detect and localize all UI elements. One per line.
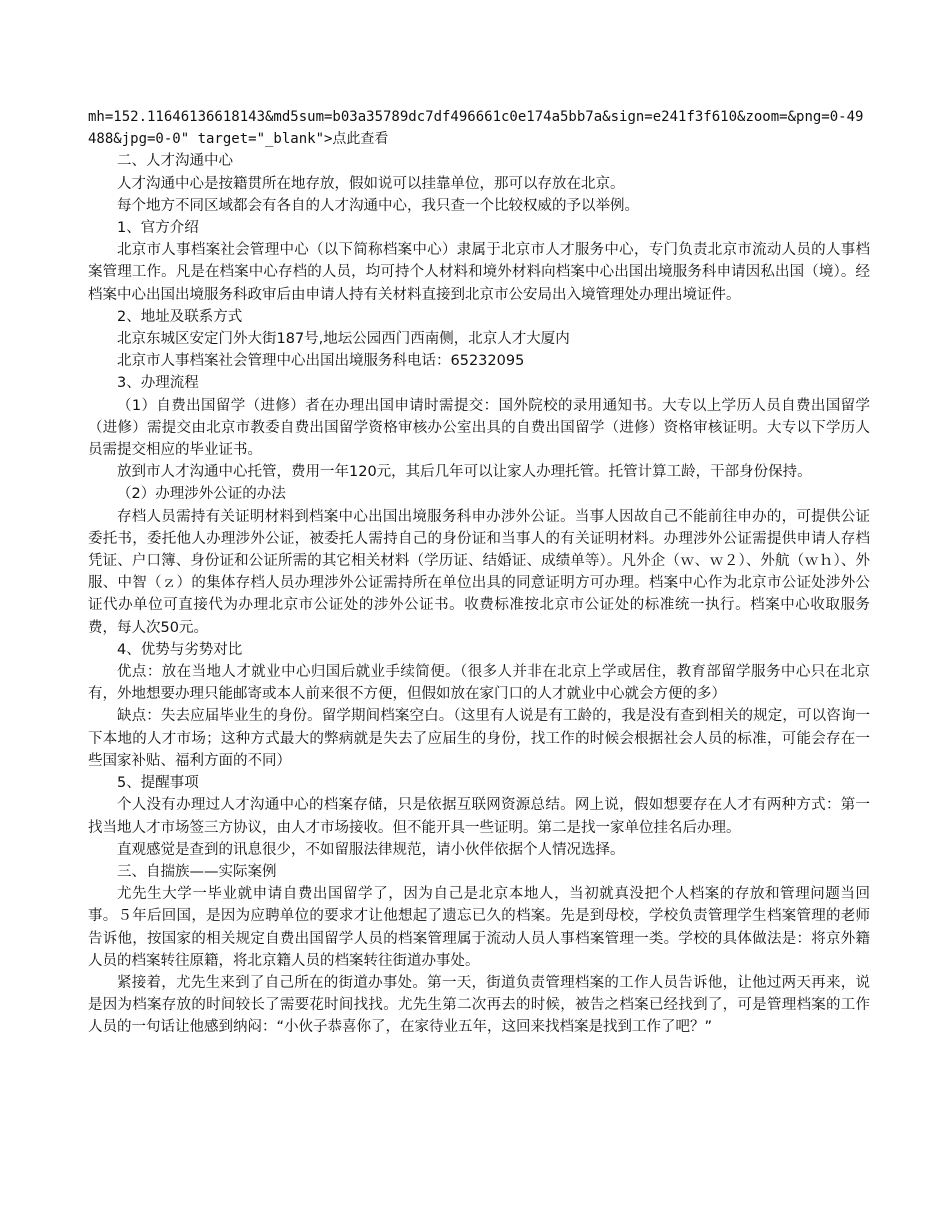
paragraph: 尤先生大学一毕业就申请自费出国留学了，因为自己是北京本地人，当初就真没把个人档案的存放和管理问题当回事。５年后回国，是因为应聘单位的要求才让他想起了遗忘已久的档案。先是到母校，学校负责管理学生档案管理的老师告诉他，按国家的相关规定自费出国留学人员的档案管理属于流动人员人事档案管理一类。学校的具体做法是：将京外籍人员的档案转往原籍，将北京籍人员的档案转往街道办事处。 <box>88 886 870 969</box>
paragraph: （1）自费出国留学（进修）者在办理出国申请时需提交：国外院校的录用通知书。大专以上学历人员自费出国留学（进修）需提交由北京市教委自费出国留学资格审核办公室出具的自费出国留学（进修）资格审核证明。大专以下学历人员需提交相应的毕业证书。 <box>88 397 870 459</box>
paragraph: 个人没有办理过人才沟通中心的档案存储，只是依据互联网资源总结。网上说，假如想要存在人才有两种方式：第一找当地人才市场签三方协议，由人才市场接收。但不能开具一些证明。第二是找一家单位挂名后办理。 <box>88 797 870 836</box>
phone-line: 北京市人事档案社会管理中心出国出境服务科电话：65232095 <box>117 353 525 370</box>
section-heading-case-study: 三、自揣族——实际案例 <box>117 863 277 880</box>
subheading-pros-cons: 4、优势与劣势对比 <box>117 641 243 658</box>
url-fragment-line: mh=152.11646136618143&md5sum=b03a35789dc7df496661c0e174a5bb7a&sign=e241f3f610&zoom=&png=0-49488&jpg=0-0" target="_blank">点此查看 <box>88 109 864 148</box>
paragraph: 紧接着，尤先生来到了自己所在的街道办事处。第一天，街道负责管理档案的工作人员告诉他，让他过两天再来，说是因为档案存放的时间较长了需要花时间找找。尤先生第二次再去的时候，被告之档案已经找到了，可是管理档案的工作人员的一句话让他感到纳闷：“小伙子恭喜你了，在家待业五年，这回来找档案是找到工作了吧？” <box>88 974 870 1036</box>
paragraph-cons: 缺点：失去应届毕业生的身份。留学期间档案空白。（这里有人说是有工龄的，我是没有查到相关的规定，可以咨询一下本地的人才市场；这种方式最大的弊病就是失去了应届生的身份，找工作的时候会根据社会人员的标准，可能会存在一些国家补贴、福利方面的不同） <box>88 708 870 769</box>
subheading-notarization: （2）办理涉外公证的办法 <box>117 486 286 503</box>
subheading-official-intro: 1、官方介绍 <box>117 220 199 237</box>
paragraph: 存档人员需持有关证明材料到档案中心出国出境服务科申办涉外公证。当事人因故自己不能前往申办的，可提供公证委托书，委托他人办理涉外公证，被委托人需持自己的身份证和当事人的有关证明材料。办理涉外公证需提供申请人存档凭证、户口簿、身份证和公证所需的其它相关材料（学历证、结婚证、成绩单等）。凡外企（ｗ、ｗ２）、外航（ｗｈ）、外服、中智（ｚ）的集体存档人员办理涉外公证需持所在单位出具的同意证明方可办理。档案中心作为北京市公证处涉外公证代办单位可直接代为办理北京市公证处的涉外公证书。收费标准按北京市公证处的标准统一执行。档案中心收取服务费，每人次50元。 <box>88 508 870 636</box>
section-heading-talent-center: 二、人才沟通中心 <box>117 153 233 170</box>
document-body <box>88 106 870 1039</box>
subheading-reminders: 5、提醒事项 <box>117 775 199 792</box>
subheading-address-contact: 2、地址及联系方式 <box>117 308 243 325</box>
paragraph: 每个地方不同区域都会有各自的人才沟通中心，我只查一个比较权威的予以举例。 <box>117 197 639 214</box>
paragraph-pros: 优点：放在当地人才就业中心归国后就业手续简便。（很多人并非在北京上学或居住，教育部留学服务中心只在北京有，外地想要办理只能邮寄或本人前来很不方便，但假如放在家门口的人才就业中心就会方便的多） <box>88 664 870 703</box>
address-line: 北京东城区安定门外大街187号,地坛公园西门西南侧，北京人才大厦内 <box>117 331 570 348</box>
paragraph: 北京市人事档案社会管理中心（以下简称档案中心）隶属于北京市人才服务中心，专门负责北京市流动人员的人事档案管理工作。凡是在档案中心存档的人员，均可持个人材料和境外材料向档案中心出国出境服务科申请因私出国（境）。经档案中心出国出境服务科政审后由申请人持有关材料直接到北京市公安局出入境管理处办理出境证件。 <box>88 242 870 303</box>
paragraph: 直观感觉是查到的讯息很少，不如留服法律规范，请小伙伴依据个人情况选择。 <box>117 841 625 858</box>
paragraph: 放到市人才沟通中心托管，费用一年120元，其后几年可以让家人办理托管。托管计算工龄，干部身份保持。 <box>117 464 812 481</box>
subheading-procedure: 3、办理流程 <box>117 375 199 392</box>
paragraph: 人才沟通中心是按籍贯所在地存放，假如说可以挂靠单位，那可以存放在北京。 <box>117 175 625 192</box>
